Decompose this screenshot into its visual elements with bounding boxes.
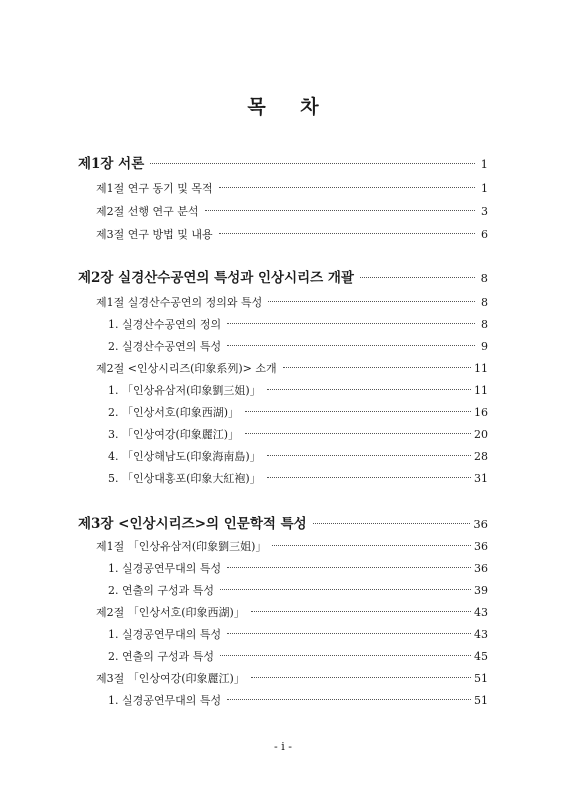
toc-entry-page: 39: [474, 584, 488, 597]
toc-entry-page: 16: [474, 406, 488, 419]
leader-dots: [219, 233, 475, 234]
leader-dots: [267, 455, 471, 456]
leader-dots: [227, 567, 471, 568]
leader-dots: [227, 323, 475, 324]
toc-entry-label: 4. 「인상해남도(印象海南島)」: [108, 450, 261, 463]
toc-entry-page: 43: [474, 628, 488, 641]
leader-dots: [245, 411, 471, 412]
leader-dots: [150, 163, 475, 164]
toc-entry-page: 36: [474, 540, 488, 553]
toc-entry[interactable]: [96, 604, 488, 620]
toc-entry[interactable]: [78, 266, 488, 286]
toc-entry-page: 45: [474, 650, 488, 663]
toc-entry[interactable]: [108, 426, 488, 442]
toc-entry-label: 제2절 「인상서호(印象西湖)」: [96, 606, 245, 619]
toc-entry-page: 11: [474, 362, 488, 375]
toc-entry-page: 8: [481, 318, 488, 331]
leader-dots: [283, 367, 471, 368]
toc-entry-page: 20: [474, 428, 488, 441]
toc-entry-label: 제1절 연구 동기 및 목적: [96, 182, 213, 195]
toc-entry[interactable]: [108, 404, 488, 420]
toc-entry-label: 제2장 실경산수공연의 특성과 인상시리즈 개괄: [78, 270, 354, 286]
leader-dots: [227, 345, 475, 346]
toc-entry-label: 제1절 「인상유삼저(印象劉三姐)」: [96, 540, 267, 553]
leader-dots: [267, 477, 471, 478]
toc-entry-page: 51: [474, 672, 488, 685]
toc-entry[interactable]: [78, 512, 488, 532]
toc-entry-label: 5. 「인상대홍포(印象大紅袍)」: [108, 472, 261, 485]
toc-entry[interactable]: [108, 316, 488, 332]
leader-dots: [313, 523, 471, 524]
leader-dots: [360, 277, 475, 278]
toc-entry-label: 3. 「인상여강(印象麗江)」: [108, 428, 240, 441]
toc-entry-page: 6: [481, 228, 488, 241]
toc-entry[interactable]: [108, 560, 488, 576]
toc-entry-label: 1. 「인상유삼저(印象劉三姐)」: [108, 384, 261, 397]
leader-dots: [245, 433, 471, 434]
toc-entry-page: 36: [473, 517, 488, 531]
leader-dots: [220, 589, 471, 590]
toc-entry-label: 1. 실경산수공연의 정의: [108, 318, 222, 331]
toc-entry[interactable]: [96, 180, 488, 196]
toc-entry-page: 9: [481, 340, 488, 353]
toc-entry-label: 제2절 <인상시리즈(印象系列)> 소개: [96, 362, 277, 375]
toc-entry-label: 제3절 「인상여강(印象麗江)」: [96, 672, 245, 685]
leader-dots: [251, 677, 471, 678]
leader-dots: [272, 545, 471, 546]
page-title: 목 차: [247, 96, 333, 118]
toc-entry-label: 2. 「인상서호(印象西湖)」: [108, 406, 240, 419]
toc-entry-label: 제3장 <인상시리즈>의 인문학적 특성: [78, 516, 307, 532]
toc-entry[interactable]: [96, 294, 488, 310]
toc-entry[interactable]: [96, 203, 488, 219]
toc-entry-label: 2. 연출의 구성과 특성: [108, 650, 214, 663]
toc-entry-page: 8: [480, 271, 488, 285]
leader-dots: [205, 210, 476, 211]
toc-entry-page: 43: [474, 606, 488, 619]
toc-entry[interactable]: [108, 448, 488, 464]
toc-entry-label: 1. 실경공연무대의 특성: [108, 562, 222, 575]
toc-entry-label: 1. 실경공연무대의 특성: [108, 628, 222, 641]
leader-dots: [227, 699, 471, 700]
toc-entry-page: 31: [474, 472, 488, 485]
toc-entry[interactable]: [108, 470, 488, 486]
toc-entry[interactable]: [108, 338, 488, 354]
toc-entry-page: 1: [481, 182, 488, 195]
toc-entry-page: 3: [481, 205, 488, 218]
leader-dots: [267, 389, 471, 390]
leader-dots: [219, 187, 475, 188]
toc-entry-label: 2. 연출의 구성과 특성: [108, 584, 214, 597]
toc-entry-label: 2. 실경산수공연의 특성: [108, 340, 222, 353]
toc-entry[interactable]: [78, 152, 488, 172]
toc-entry[interactable]: [96, 538, 488, 554]
toc-entry-page: 11: [474, 384, 488, 397]
leader-dots: [220, 655, 471, 656]
toc-entry[interactable]: [108, 648, 488, 664]
toc-entry-page: 1: [480, 157, 488, 171]
toc-entry[interactable]: [96, 360, 488, 376]
toc-entry-page: 28: [474, 450, 488, 463]
toc-entry[interactable]: [96, 226, 488, 242]
toc-entry[interactable]: [108, 382, 488, 398]
toc-entry-page: 36: [474, 562, 488, 575]
toc-entry-page: 8: [481, 296, 488, 309]
toc-entry-page: 51: [474, 694, 488, 707]
toc-entry-label: 제3절 연구 방법 및 내용: [96, 228, 213, 241]
toc-entry[interactable]: [96, 670, 488, 686]
toc-entry-label: 제1절 실경산수공연의 정의와 특성: [96, 296, 263, 309]
toc-entry-label: 제1장 서론: [78, 156, 145, 172]
leader-dots: [268, 301, 475, 302]
leader-dots: [251, 611, 471, 612]
toc-entry-label: 제2절 선행 연구 분석: [96, 205, 199, 218]
toc-entry[interactable]: [108, 692, 488, 708]
toc-entry-label: 1. 실경공연무대의 특성: [108, 694, 222, 707]
page-number-footer: - i -: [274, 740, 292, 753]
toc-entry[interactable]: [108, 626, 488, 642]
toc-entry[interactable]: [108, 582, 488, 598]
leader-dots: [227, 633, 471, 634]
